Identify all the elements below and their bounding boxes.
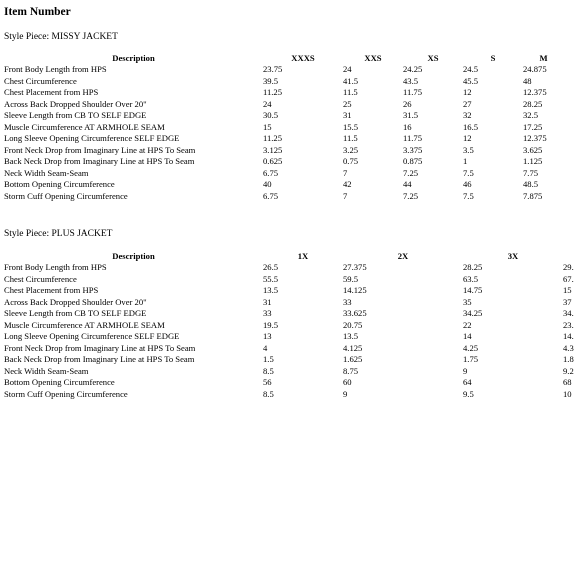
missy-table-row	[4, 64, 564, 76]
plus-row-value: 23.	[563, 319, 574, 330]
missy-table-row	[4, 145, 564, 157]
plus-row-value: 20.75	[343, 319, 363, 330]
missy-table-row	[4, 133, 564, 145]
missy-row-value: 0.875	[403, 156, 423, 166]
missy-table-row	[4, 76, 564, 88]
missy-row-value: 24.25	[403, 64, 423, 74]
plus-row-value: 55.5	[263, 273, 279, 284]
missy-row-description: Front Body Length from HPS	[4, 64, 107, 74]
missy-jacket-spec-table	[4, 53, 564, 202]
missy-row-value: 11.5	[343, 133, 358, 143]
plus-header-2x: 2X	[397, 251, 409, 261]
missy-row-value: 7.875	[523, 190, 543, 201]
plus-row-value: 14.75	[463, 285, 483, 295]
missy-row-value: 7	[343, 190, 348, 201]
missy-row-value: 24.875	[523, 64, 547, 74]
plus-row-value: 33.625	[343, 308, 367, 318]
missy-row-value: 31.5	[403, 110, 419, 120]
missy-row-value: 11.75	[403, 133, 423, 143]
missy-header-xxxs: XXXS	[291, 53, 315, 63]
missy-row-value: 3.25	[343, 144, 359, 155]
plus-row-value: 68	[563, 377, 572, 387]
missy-row-value: 24	[263, 98, 272, 109]
plus-row-description: Front Body Length from HPS	[4, 262, 107, 272]
missy-row-value: 24	[343, 64, 352, 74]
missy-style-piece-label: Style Piece: MISSY JACKET	[4, 32, 118, 42]
plus-row-value: 29.	[563, 262, 574, 272]
missy-row-value: 3.375	[403, 144, 423, 155]
plus-row-value: 1.5	[263, 354, 274, 364]
plus-row-value: 13.5	[263, 285, 279, 295]
plus-row-value: 8.75	[343, 365, 359, 376]
plus-row-value: 35	[463, 296, 472, 307]
plus-table-row	[4, 377, 580, 389]
plus-row-value: 14.	[563, 331, 574, 341]
plus-row-description: Neck Width Seam-Seam	[4, 365, 89, 376]
missy-row-value: 7.25	[403, 190, 419, 201]
missy-row-value: 31	[343, 110, 352, 120]
missy-row-value: 11.75	[403, 87, 423, 97]
missy-row-description: Storm Cuff Opening Circumference	[4, 190, 128, 201]
plus-row-description: Back Neck Drop from Imaginary Line at HPS To Seam	[4, 354, 195, 364]
missy-row-value: 25	[343, 98, 352, 109]
missy-row-value: 7.25	[403, 167, 419, 178]
plus-row-value: 4	[263, 342, 268, 353]
missy-header-row	[4, 53, 564, 64]
plus-row-value: 9.2	[563, 365, 574, 376]
plus-row-description: Muscle Circumference AT ARMHOLE SEAM	[4, 319, 165, 330]
plus-table-row	[4, 297, 580, 309]
plus-row-value: 31	[263, 296, 272, 307]
missy-row-value: 3.5	[463, 144, 474, 155]
missy-row-value: 12	[463, 133, 472, 143]
plus-row-value: 33	[343, 296, 352, 307]
plus-table-row	[4, 262, 580, 274]
plus-row-value: 27.375	[343, 262, 367, 272]
missy-header-description: Description	[112, 53, 155, 63]
missy-row-value: 7	[343, 167, 348, 178]
plus-row-description: Chest Circumference	[4, 273, 77, 284]
plus-table-row	[4, 308, 580, 320]
missy-table-row	[4, 156, 564, 168]
plus-row-value: 64	[463, 377, 472, 387]
plus-table-row	[4, 274, 580, 286]
missy-header-s: S	[490, 53, 496, 63]
plus-row-value: 4.25	[463, 342, 479, 353]
missy-row-value: 16.5	[463, 121, 479, 132]
missy-row-value: 12.375	[523, 133, 547, 143]
missy-row-value: 1	[463, 156, 468, 166]
missy-row-description: Back Neck Drop from Imaginary Line at HPS To Seam	[4, 156, 195, 166]
plus-row-value: 34.25	[463, 308, 483, 318]
missy-row-value: 7.5	[463, 167, 474, 178]
plus-table-row	[4, 389, 580, 401]
missy-row-value: 17.25	[523, 121, 543, 132]
missy-table-row	[4, 87, 564, 99]
plus-table-row	[4, 331, 580, 343]
plus-header-1x: 1X	[297, 251, 309, 261]
plus-row-value: 9	[463, 365, 468, 376]
missy-row-value: 26	[403, 98, 412, 109]
missy-row-value: 39.5	[263, 75, 279, 86]
missy-header-m: M	[539, 53, 548, 63]
missy-row-description: Chest Placement from HPS	[4, 87, 99, 97]
plus-row-value: 59.5	[343, 273, 359, 284]
plus-style-piece-label: Style Piece: PLUS JACKET	[4, 229, 113, 239]
plus-row-description: Long Sleeve Opening Circumference SELF EDGE	[4, 331, 180, 341]
plus-row-value: 10	[563, 388, 572, 399]
plus-row-value: 26.5	[263, 262, 279, 272]
missy-row-value: 42	[343, 179, 352, 189]
missy-row-value: 0.625	[263, 156, 283, 166]
missy-table-row	[4, 179, 564, 191]
missy-table-row	[4, 99, 564, 111]
plus-row-value: 60	[343, 377, 352, 387]
missy-table-row	[4, 168, 564, 180]
plus-row-value: 8.5	[263, 365, 274, 376]
missy-row-value: 11.5	[343, 87, 358, 97]
missy-row-description: Bottom Opening Circumference	[4, 179, 115, 189]
plus-row-value: 33	[263, 308, 272, 318]
plus-header-4x	[563, 251, 580, 262]
missy-row-value: 7.75	[523, 167, 539, 178]
plus-row-value: 4.125	[343, 342, 363, 353]
plus-row-description: Chest Placement from HPS	[4, 285, 99, 295]
missy-table-row	[4, 122, 564, 134]
plus-row-description: Front Neck Drop from Imaginary Line at HPS To Seam	[4, 342, 196, 353]
missy-row-value: 16	[403, 121, 412, 132]
missy-row-value: 28.25	[523, 98, 543, 109]
missy-row-value: 23.75	[263, 64, 283, 74]
missy-row-description: Muscle Circumference AT ARMHOLE SEAM	[4, 121, 165, 132]
plus-row-description: Sleeve Length from CB TO SELF EDGE	[4, 308, 147, 318]
item-number-title: Item Number	[4, 6, 71, 18]
missy-row-value: 15	[263, 121, 272, 132]
missy-header-xs: XS	[427, 53, 439, 63]
plus-row-description: Storm Cuff Opening Circumference	[4, 388, 128, 399]
missy-row-description: Neck Width Seam-Seam	[4, 167, 89, 178]
plus-header-row	[4, 251, 580, 262]
missy-row-description: Long Sleeve Opening Circumference SELF EDGE	[4, 133, 180, 143]
plus-row-value: 8.5	[263, 388, 274, 399]
missy-row-value: 30.5	[263, 110, 279, 120]
missy-row-value: 43.5	[403, 75, 419, 86]
plus-table-row	[4, 366, 580, 378]
missy-row-value: 32	[463, 110, 472, 120]
plus-row-value: 4.3	[563, 342, 574, 353]
plus-row-value: 63.5	[463, 273, 479, 284]
missy-row-value: 46	[463, 179, 472, 189]
missy-row-value: 15.5	[343, 121, 359, 132]
plus-row-value: 34.	[563, 308, 574, 318]
plus-row-value: 19.5	[263, 319, 279, 330]
missy-row-value: 27	[463, 98, 472, 109]
plus-row-value: 9	[343, 388, 348, 399]
plus-row-value: 28.25	[463, 262, 483, 272]
missy-row-value: 0.75	[343, 156, 359, 166]
missy-row-value: 3.625	[523, 144, 543, 155]
missy-row-value: 3.125	[263, 144, 283, 155]
plus-row-description: Bottom Opening Circumference	[4, 377, 115, 387]
plus-row-value: 13.5	[343, 331, 359, 341]
plus-row-value: 14.125	[343, 285, 367, 295]
plus-row-value: 37	[563, 296, 572, 307]
missy-row-value: 7.5	[463, 190, 474, 201]
missy-row-value: 40	[263, 179, 272, 189]
plus-row-value: 22	[463, 319, 472, 330]
missy-row-value: 1.125	[523, 156, 543, 166]
missy-header-xxs: XXS	[364, 53, 382, 63]
plus-row-value: 14	[463, 331, 472, 341]
plus-row-value: 13	[263, 331, 272, 341]
missy-row-description: Sleeve Length from CB TO SELF EDGE	[4, 110, 147, 120]
plus-header-description: Description	[112, 251, 155, 261]
plus-row-value: 15	[563, 285, 572, 295]
plus-header-3x: 3X	[507, 251, 519, 261]
missy-row-value: 32.5	[523, 110, 539, 120]
missy-row-value: 11.25	[263, 87, 283, 97]
plus-row-value: 9.5	[463, 388, 474, 399]
missy-row-value: 6.75	[263, 167, 279, 178]
missy-row-value: 24.5	[463, 64, 479, 74]
plus-row-value: 1.75	[463, 354, 479, 364]
missy-row-description: Chest Circumference	[4, 75, 77, 86]
missy-row-value: 44	[403, 179, 412, 189]
missy-row-value: 6.75	[263, 190, 279, 201]
plus-row-value: 1.8	[563, 354, 574, 364]
plus-table-row	[4, 285, 580, 297]
missy-table-row	[4, 191, 564, 203]
missy-row-value: 12	[463, 87, 472, 97]
missy-row-value: 41.5	[343, 75, 359, 86]
plus-row-value: 56	[263, 377, 272, 387]
missy-row-description: Across Back Dropped Shoulder Over 20"	[4, 98, 147, 109]
plus-table-row	[4, 354, 580, 366]
missy-row-value: 12.375	[523, 87, 547, 97]
missy-table-row	[4, 110, 564, 122]
missy-row-value: 45.5	[463, 75, 479, 86]
missy-row-description: Front Neck Drop from Imaginary Line at HPS To Seam	[4, 144, 196, 155]
plus-row-value: 67.	[563, 273, 574, 284]
plus-row-description: Across Back Dropped Shoulder Over 20"	[4, 296, 147, 307]
missy-row-value: 48.5	[523, 179, 539, 189]
plus-row-value: 1.625	[343, 354, 363, 364]
missy-row-value: 11.25	[263, 133, 283, 143]
plus-table-row	[4, 343, 580, 355]
missy-row-value: 48	[523, 75, 532, 86]
plus-jacket-spec-table	[4, 251, 580, 400]
plus-table-row	[4, 320, 580, 332]
